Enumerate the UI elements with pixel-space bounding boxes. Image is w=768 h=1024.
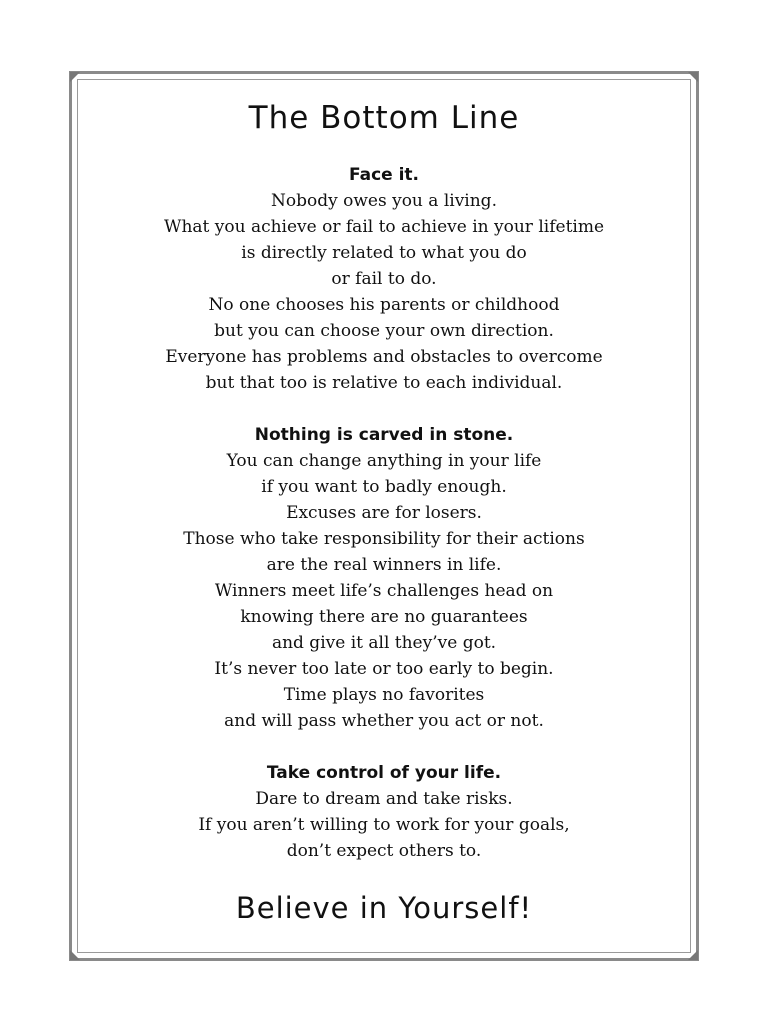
corner-ornament-bottom-right [688, 950, 698, 960]
poem-line: is directly related to what you do [241, 243, 527, 263]
poem-line: Time plays no favorites [283, 685, 485, 705]
stanza-take-control [90, 760, 678, 864]
stanza-heading: Nothing is carved in stone. [254, 425, 514, 445]
poem-line: don’t expect others to. [286, 841, 482, 861]
page-title: The Bottom Line [248, 100, 520, 136]
poem-line: If you aren’t willing to work for your goals, [198, 815, 570, 835]
corner-ornament-top-right [688, 72, 698, 82]
poem-line: Those who take responsibility for their actions [183, 529, 585, 549]
poem-line: Everyone has problems and obstacles to overcome [165, 347, 603, 367]
poem-line: but that too is relative to each individual. [205, 373, 563, 393]
stanza-face-it [90, 162, 678, 396]
poem-line: and will pass whether you act or not. [224, 711, 544, 731]
corner-ornament-bottom-left [70, 950, 80, 960]
stanza-nothing-is-carved-in-stone [90, 422, 678, 734]
poem-line: Excuses are for losers. [286, 503, 482, 523]
poem-line: Dare to dream and take risks. [255, 789, 513, 809]
poem-content [90, 96, 678, 930]
poem-line: or fail to do. [331, 269, 437, 289]
poem-line: No one chooses his parents or childhood [208, 295, 560, 315]
poem-line: Nobody owes you a living. [271, 191, 497, 211]
poem-line: You can change anything in your life [226, 451, 542, 471]
poem-line: are the real winners in life. [266, 555, 502, 575]
poem-line: What you achieve or fail to achieve in your lifetime [163, 217, 605, 237]
corner-ornament-top-left [70, 72, 80, 82]
poem-line: but you can choose your own direction. [214, 321, 554, 341]
poem-line: Winners meet life’s challenges head on [214, 581, 554, 601]
poem-line: if you want to badly enough. [261, 477, 507, 497]
poem-line: It’s never too late or too early to begin. [214, 659, 554, 679]
closing-line: Believe in Yourself! [235, 891, 533, 925]
poem-line: and give it all they’ve got. [271, 633, 497, 653]
poem-line: knowing there are no guarantees [240, 607, 528, 627]
stanza-heading: Take control of your life. [266, 763, 502, 783]
stanza-heading: Face it. [348, 165, 420, 185]
